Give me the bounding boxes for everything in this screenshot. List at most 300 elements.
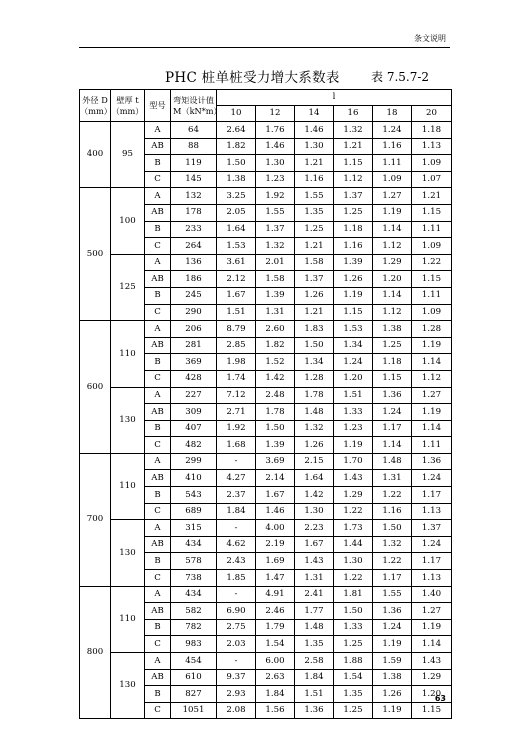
type-cell: B <box>145 686 171 703</box>
coefficient-cell: 1.14 <box>412 420 452 437</box>
outer-diameter-cell: 500 <box>80 188 111 321</box>
coefficient-cell: 1.50 <box>256 420 295 437</box>
coefficient-cell: 1.13 <box>412 503 452 520</box>
coefficient-cell: 1.11 <box>412 221 452 238</box>
type-cell: AB <box>145 204 171 221</box>
coefficient-cell: 1.82 <box>256 337 295 354</box>
table-row <box>80 188 452 205</box>
coefficient-cell: 1.34 <box>295 354 334 371</box>
coefficient-cell: 1.24 <box>334 354 373 371</box>
type-cell: A <box>145 122 171 139</box>
page-number: 63 <box>434 694 446 703</box>
coefficient-cell: 1.64 <box>217 221 256 238</box>
type-cell: A <box>145 387 171 404</box>
coefficient-cell: 1.68 <box>217 437 256 454</box>
coefficient-cell: 1.48 <box>373 453 412 470</box>
table-number: 表 7.5.7-2 <box>371 70 430 84</box>
coefficient-cell: 1.51 <box>217 304 256 321</box>
coefficient-cell: 2.48 <box>256 387 295 404</box>
coefficient-cell: 2.71 <box>217 404 256 421</box>
coefficient-cell: 7.12 <box>217 387 256 404</box>
coefficient-cell: 1.31 <box>373 470 412 487</box>
coefficient-cell: 1.19 <box>373 702 412 719</box>
coefficient-cell: 4.91 <box>256 586 295 603</box>
coefficient-cell: 1.09 <box>412 155 452 172</box>
coefficient-cell: 1.14 <box>373 221 412 238</box>
table-title: PHC 桩单桩受力增大系数表 <box>165 70 340 86</box>
coefficient-cell: 1.32 <box>334 122 373 139</box>
coefficient-cell: 6.00 <box>256 653 295 670</box>
coefficient-cell: 1.44 <box>334 536 373 553</box>
moment-cell: 689 <box>171 503 217 520</box>
coefficient-cell: 1.30 <box>334 553 373 570</box>
coefficient-cell: 1.67 <box>217 287 256 304</box>
coefficient-cell: 1.11 <box>412 287 452 304</box>
moment-cell: 827 <box>171 686 217 703</box>
coefficient-cell: 1.81 <box>334 586 373 603</box>
coefficient-cell: 1.70 <box>334 453 373 470</box>
coefficient-cell: 1.15 <box>412 702 452 719</box>
coefficient-cell: 1.24 <box>373 404 412 421</box>
col-design-moment <box>171 90 222 122</box>
table-row <box>80 453 452 470</box>
coefficient-cell: 1.43 <box>334 470 373 487</box>
coefficient-cell: 2.63 <box>256 669 295 686</box>
coefficient-cell: 1.42 <box>295 487 334 504</box>
coefficient-cell: 1.39 <box>256 287 295 304</box>
coefficient-cell: 1.21 <box>295 155 334 172</box>
moment-cell: 281 <box>171 337 217 354</box>
coefficient-cell: 1.38 <box>373 669 412 686</box>
coefficient-cell: 2.64 <box>217 122 256 139</box>
coefficient-cell: 1.11 <box>373 155 412 172</box>
type-cell: A <box>145 453 171 470</box>
coefficient-cell: - <box>217 520 256 537</box>
coefficient-cell: 1.29 <box>334 487 373 504</box>
moment-cell: 369 <box>171 354 217 371</box>
coefficient-cell: 1.16 <box>373 503 412 520</box>
type-cell: C <box>145 702 171 719</box>
coefficient-cell: 1.12 <box>373 238 412 255</box>
type-cell: AB <box>145 271 171 288</box>
moment-cell: 309 <box>171 404 217 421</box>
outer-diameter-cell: 700 <box>80 453 111 586</box>
coefficient-cell: 1.84 <box>295 669 334 686</box>
coefficient-cell: - <box>217 653 256 670</box>
col-outer-diameter-unit: （mm） <box>80 105 112 116</box>
coefficient-cell: 1.16 <box>334 238 373 255</box>
coefficient-cell: - <box>217 586 256 603</box>
coefficient-cell: 1.55 <box>295 188 334 205</box>
coefficient-cell: 1.18 <box>373 354 412 371</box>
type-cell: C <box>145 503 171 520</box>
moment-cell: 264 <box>171 238 217 255</box>
type-cell: C <box>145 636 171 653</box>
type-cell: A <box>145 653 171 670</box>
coefficient-cell: 1.19 <box>334 287 373 304</box>
moment-cell: 543 <box>171 487 217 504</box>
col-outer-diameter-name: 外径 D <box>82 95 108 106</box>
coefficient-cell: 1.84 <box>217 503 256 520</box>
type-cell: C <box>145 570 171 587</box>
coefficient-cell: 1.35 <box>334 686 373 703</box>
header-row <box>80 90 452 106</box>
moment-cell: 245 <box>171 287 217 304</box>
coefficient-cell: 1.12 <box>412 370 452 387</box>
type-cell: B <box>145 619 171 636</box>
col-l-group: l <box>217 90 452 106</box>
coefficient-cell: 1.17 <box>373 570 412 587</box>
coefficient-cell: 1.43 <box>295 553 334 570</box>
moment-cell: 64 <box>171 122 217 139</box>
type-cell: B <box>145 155 171 172</box>
coefficient-cell: 4.62 <box>217 536 256 553</box>
coefficient-cell: 1.17 <box>412 487 452 504</box>
coefficient-cell: 1.78 <box>256 404 295 421</box>
type-cell: AB <box>145 337 171 354</box>
moment-cell: 582 <box>171 603 217 620</box>
moment-cell: 610 <box>171 669 217 686</box>
coefficient-cell: 2.05 <box>217 204 256 221</box>
type-cell: A <box>145 321 171 338</box>
coefficient-cell: 1.20 <box>412 686 452 703</box>
type-cell: AB <box>145 603 171 620</box>
table-row <box>80 520 452 537</box>
coefficient-cell: 1.47 <box>256 570 295 587</box>
coefficient-cell: 1.33 <box>334 404 373 421</box>
coefficient-cell: 1.26 <box>295 437 334 454</box>
coefficient-cell: 8.79 <box>217 321 256 338</box>
moment-cell: 482 <box>171 437 217 454</box>
coefficient-cell: 2.23 <box>295 520 334 537</box>
coefficient-cell: 1.85 <box>217 570 256 587</box>
coefficient-cell: 1.35 <box>295 636 334 653</box>
wall-thickness-cell: 125 <box>111 254 145 320</box>
coefficient-cell: 1.27 <box>412 603 452 620</box>
coefficient-cell: 1.19 <box>412 337 452 354</box>
coefficient-cell: 2.08 <box>217 702 256 719</box>
moment-cell: 145 <box>171 171 217 188</box>
coefficient-cell: 2.75 <box>217 619 256 636</box>
moment-cell: 136 <box>171 254 217 271</box>
coefficient-cell: 1.27 <box>373 188 412 205</box>
coefficient-cell: 1.25 <box>373 337 412 354</box>
coefficient-cell: 1.19 <box>334 437 373 454</box>
table-row <box>80 321 452 338</box>
coefficient-cell: 1.20 <box>373 271 412 288</box>
coefficient-cell: - <box>217 453 256 470</box>
moment-cell: 315 <box>171 520 217 537</box>
coefficient-cell: 1.14 <box>412 354 452 371</box>
col-type: 型号 <box>145 90 171 122</box>
type-cell: AB <box>145 669 171 686</box>
coefficient-cell: 1.58 <box>295 254 334 271</box>
moment-cell: 434 <box>171 536 217 553</box>
coefficient-cell: 1.98 <box>217 354 256 371</box>
type-cell: B <box>145 354 171 371</box>
coefficient-cell: 1.12 <box>373 304 412 321</box>
outer-diameter-cell: 400 <box>80 122 111 188</box>
coefficient-cell: 1.18 <box>412 122 452 139</box>
coefficient-cell: 3.25 <box>217 188 256 205</box>
coefficient-cell: 1.23 <box>256 171 295 188</box>
coefficient-cell: 1.32 <box>295 420 334 437</box>
coefficient-cell: 1.14 <box>373 287 412 304</box>
coefficient-cell: 1.19 <box>412 404 452 421</box>
coefficient-cell: 1.17 <box>373 420 412 437</box>
wall-thickness-cell: 95 <box>111 122 145 188</box>
type-cell: B <box>145 553 171 570</box>
table-row <box>80 122 452 139</box>
coefficient-cell: 2.93 <box>217 686 256 703</box>
coefficient-cell: 1.53 <box>217 238 256 255</box>
coefficient-cell: 1.58 <box>256 271 295 288</box>
coefficient-cell: 1.12 <box>334 171 373 188</box>
coefficient-cell: 1.34 <box>334 337 373 354</box>
coefficient-cell: 1.48 <box>295 619 334 636</box>
coefficient-cell: 1.42 <box>256 370 295 387</box>
moment-cell: 233 <box>171 221 217 238</box>
coefficient-cell: 1.22 <box>334 503 373 520</box>
coefficient-cell: 1.25 <box>334 204 373 221</box>
coefficient-cell: 1.21 <box>295 238 334 255</box>
coefficient-cell: 2.58 <box>295 653 334 670</box>
outer-diameter-cell: 600 <box>80 321 111 454</box>
coefficient-cell: 2.85 <box>217 337 256 354</box>
moment-cell: 407 <box>171 420 217 437</box>
coefficient-cell: 2.12 <box>217 271 256 288</box>
coefficient-cell: 1.69 <box>256 553 295 570</box>
type-cell: C <box>145 171 171 188</box>
coefficient-cell: 1.21 <box>412 188 452 205</box>
moment-cell: 434 <box>171 586 217 603</box>
moment-cell: 119 <box>171 155 217 172</box>
type-cell: AB <box>145 404 171 421</box>
table-row <box>80 653 452 670</box>
moment-cell: 290 <box>171 304 217 321</box>
type-cell: C <box>145 370 171 387</box>
col-design-moment-unit: M（kN*m） <box>173 105 222 116</box>
type-cell: A <box>145 520 171 537</box>
coefficient-cell: 1.29 <box>373 254 412 271</box>
coefficient-cell: 1.22 <box>373 487 412 504</box>
coefficient-cell: 1.79 <box>256 619 295 636</box>
coefficient-cell: 1.17 <box>412 553 452 570</box>
wall-thickness-cell: 130 <box>111 520 145 586</box>
coefficient-cell: 1.84 <box>256 686 295 703</box>
coefficient-cell: 1.67 <box>256 487 295 504</box>
coefficient-cell: 1.20 <box>334 370 373 387</box>
coefficient-cell: 2.19 <box>256 536 295 553</box>
coefficient-cell: 1.26 <box>295 287 334 304</box>
coefficient-cell: 1.36 <box>412 453 452 470</box>
coefficient-cell: 1.27 <box>412 387 452 404</box>
wall-thickness-cell: 130 <box>111 653 145 719</box>
coefficient-cell: 2.15 <box>295 453 334 470</box>
coefficient-cell: 1.11 <box>412 437 452 454</box>
coefficient-cell: 1.50 <box>217 155 256 172</box>
coefficient-cell: 2.46 <box>256 603 295 620</box>
coefficient-cell: 1.92 <box>256 188 295 205</box>
coefficient-cell: 1.19 <box>373 636 412 653</box>
type-cell: C <box>145 304 171 321</box>
coefficient-cell: 1.78 <box>295 387 334 404</box>
coefficient-cell: 1.25 <box>334 702 373 719</box>
moment-cell: 410 <box>171 470 217 487</box>
coefficient-cell: 1.36 <box>373 387 412 404</box>
moment-cell: 186 <box>171 271 217 288</box>
coefficient-cell: 2.03 <box>217 636 256 653</box>
coefficient-cell: 4.00 <box>256 520 295 537</box>
coefficient-cell: 1.21 <box>334 138 373 155</box>
coefficient-cell: 1.26 <box>334 271 373 288</box>
coefficient-cell: 1.88 <box>334 653 373 670</box>
coefficient-cell: 1.15 <box>412 271 452 288</box>
coefficient-cell: 1.24 <box>412 470 452 487</box>
coefficient-cell: 2.41 <box>295 586 334 603</box>
col-l-value: 12 <box>256 106 295 122</box>
type-cell: A <box>145 188 171 205</box>
coefficient-cell: 1.25 <box>295 221 334 238</box>
coefficient-cell: 1.16 <box>295 171 334 188</box>
coefficient-cell: 1.83 <box>295 321 334 338</box>
moment-cell: 983 <box>171 636 217 653</box>
coefficient-cell: 1.24 <box>373 122 412 139</box>
coefficient-cell: 4.27 <box>217 470 256 487</box>
coefficient-cell: 1.52 <box>256 354 295 371</box>
coefficient-cell: 1.55 <box>373 586 412 603</box>
type-cell: AB <box>145 470 171 487</box>
wall-thickness-cell: 110 <box>111 453 145 519</box>
moment-cell: 428 <box>171 370 217 387</box>
coefficient-cell: 1.39 <box>334 254 373 271</box>
type-cell: C <box>145 437 171 454</box>
coefficient-cell: 1.09 <box>412 238 452 255</box>
coefficient-cell: 1.14 <box>412 636 452 653</box>
type-cell: AB <box>145 138 171 155</box>
section-tag: 条文说明 <box>414 34 446 43</box>
type-cell: AB <box>145 536 171 553</box>
coefficient-cell: 1.36 <box>373 603 412 620</box>
coefficient-cell: 1.19 <box>412 619 452 636</box>
coefficient-cell: 1.46 <box>295 122 334 139</box>
coefficient-cell: 1.43 <box>412 653 452 670</box>
coefficient-cell: 1.09 <box>373 171 412 188</box>
col-l-value: 14 <box>295 106 334 122</box>
coefficient-cell: 1.46 <box>256 138 295 155</box>
col-design-moment-name: 弯矩设计值 <box>173 95 214 106</box>
coefficient-cell: 1.51 <box>295 686 334 703</box>
coefficient-cell: 1.37 <box>256 221 295 238</box>
coefficient-cell: 1.64 <box>295 470 334 487</box>
coefficient-cell: 1.77 <box>295 603 334 620</box>
coefficient-cell: 1.15 <box>373 370 412 387</box>
coefficient-cell: 1.14 <box>373 437 412 454</box>
type-cell: A <box>145 586 171 603</box>
coefficient-cell: 2.37 <box>217 487 256 504</box>
coefficient-cell: 1.16 <box>373 138 412 155</box>
type-cell: B <box>145 487 171 504</box>
coefficient-cell: 1.74 <box>217 370 256 387</box>
coefficient-cell: 1.21 <box>295 304 334 321</box>
coefficient-cell: 1.37 <box>412 520 452 537</box>
type-cell: B <box>145 221 171 238</box>
coefficient-cell: 1.24 <box>412 536 452 553</box>
table-row <box>80 387 452 404</box>
coefficient-cell: 1.15 <box>334 304 373 321</box>
type-cell: B <box>145 287 171 304</box>
table-row <box>80 254 452 271</box>
coefficient-cell: 3.69 <box>256 453 295 470</box>
coefficient-cell: 1.30 <box>295 138 334 155</box>
coefficient-cell: 1.38 <box>373 321 412 338</box>
moment-cell: 782 <box>171 619 217 636</box>
coefficient-cell: 1.92 <box>217 420 256 437</box>
coefficient-cell: 1.13 <box>412 570 452 587</box>
col-l-value: 10 <box>217 106 256 122</box>
moment-cell: 1051 <box>171 702 217 719</box>
coefficient-table <box>79 89 452 719</box>
moment-cell: 206 <box>171 321 217 338</box>
col-l-value: 16 <box>334 106 373 122</box>
coefficient-cell: 1.40 <box>412 586 452 603</box>
coefficient-cell: 1.54 <box>256 636 295 653</box>
header-rule <box>79 47 450 48</box>
coefficient-cell: 1.07 <box>412 171 452 188</box>
coefficient-cell: 6.90 <box>217 603 256 620</box>
type-cell: C <box>145 238 171 255</box>
coefficient-cell: 9.37 <box>217 669 256 686</box>
wall-thickness-cell: 110 <box>111 586 145 652</box>
moment-cell: 88 <box>171 138 217 155</box>
coefficient-cell: 1.50 <box>334 603 373 620</box>
col-wall-thickness-unit: （mm） <box>111 105 144 116</box>
moment-cell: 178 <box>171 204 217 221</box>
coefficient-cell: 1.28 <box>295 370 334 387</box>
coefficient-cell: 1.32 <box>373 536 412 553</box>
coefficient-cell: 1.39 <box>256 437 295 454</box>
coefficient-cell: 1.28 <box>412 321 452 338</box>
coefficient-cell: 1.23 <box>334 420 373 437</box>
type-cell: A <box>145 254 171 271</box>
coefficient-cell: 1.25 <box>334 636 373 653</box>
coefficient-cell: 1.53 <box>334 321 373 338</box>
col-outer-diameter <box>80 90 111 122</box>
coefficient-cell: 1.22 <box>412 254 452 271</box>
coefficient-cell: 1.51 <box>334 387 373 404</box>
coefficient-cell: 1.30 <box>256 155 295 172</box>
coefficient-cell: 1.26 <box>373 686 412 703</box>
moment-cell: 454 <box>171 653 217 670</box>
coefficient-cell: 2.43 <box>217 553 256 570</box>
coefficient-cell: 1.32 <box>256 238 295 255</box>
coefficient-cell: 1.55 <box>256 204 295 221</box>
table-row <box>80 586 452 603</box>
wall-thickness-cell: 130 <box>111 387 145 453</box>
type-cell: B <box>145 420 171 437</box>
coefficient-cell: 1.82 <box>217 138 256 155</box>
outer-diameter-cell: 800 <box>80 586 111 719</box>
moment-cell: 299 <box>171 453 217 470</box>
coefficient-cell: 1.19 <box>373 204 412 221</box>
coefficient-cell: 1.15 <box>412 204 452 221</box>
moment-cell: 578 <box>171 553 217 570</box>
coefficient-cell: 1.38 <box>217 171 256 188</box>
coefficient-cell: 1.37 <box>295 271 334 288</box>
coefficient-cell: 1.18 <box>334 221 373 238</box>
coefficient-cell: 1.48 <box>295 404 334 421</box>
coefficient-cell: 3.61 <box>217 254 256 271</box>
